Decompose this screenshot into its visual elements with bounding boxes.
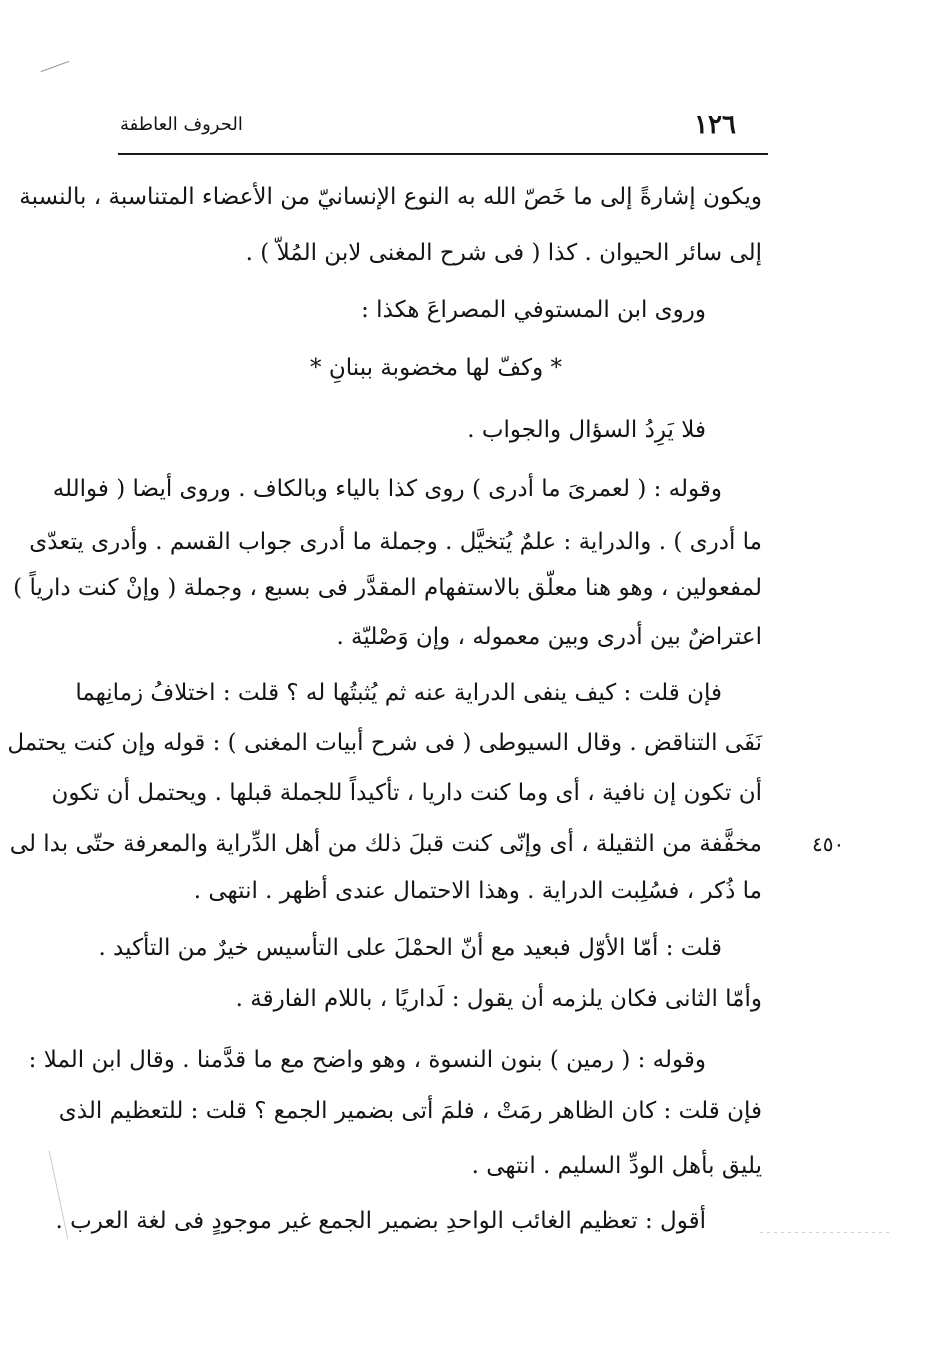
header-rule: [118, 153, 768, 155]
text-line: فإن قلت : كان الظاهر رمَتْ ، فلمَ أتى بضمير الجمع ؟ قلت : للتعظيم الذى: [58, 1098, 762, 1124]
text-line: قلت : أمّا الأوّل فبعيد مع أنّ الحمْلَ على التأسيس خيرٌ من التأكيد .: [98, 935, 722, 961]
text-line: فلا يَرِدُ السؤال والجواب .: [467, 417, 706, 443]
text-line: ما أدرى ) . والدراية : علمٌ يُتخيَّل . وجملة ما أدرى جواب القسم . وأدرى يتعدّى: [29, 529, 762, 555]
text-line: وقوله : ( لعمرىَ ما أدرى ) روى كذا بالياء وبالكاف . وروى أيضا ( فوالله: [52, 476, 722, 502]
running-head-title: الحروف العاطفة: [120, 114, 243, 135]
text-line: وروى ابن المستوفي المصراعَ هكذا :: [361, 297, 706, 323]
text-line: نَفَى التناقض . وقال السيوطى ( فى شرح أبيات المغنى ) : قوله وإن كنت يحتمل: [7, 730, 762, 756]
text-line: مخفَّفة من الثقيلة ، أى وإنّى كنت قبلَ ذلك من أهل الدِّراية والمعرفة حتّى بدا لى: [9, 831, 762, 857]
margin-line-number: ٤٥٠: [812, 832, 845, 856]
text-line: ما ذُكر ، فسُلِبت الدراية . وهذا الاحتمال عندى أظهر . انتهى .: [193, 878, 762, 904]
scan-speck: [760, 1232, 890, 1233]
text-line: لمفعولين ، وهو هنا معلّق بالاستفهام المقدَّر فى بسبع ، وجملة ( وإنْ كنت دارياً ): [13, 575, 762, 601]
text-line: إلى سائر الحيوان . كذا ( فى شرح المغنى لابن المُلاّ ) .: [245, 240, 762, 266]
page-number: ١٢٦: [694, 110, 736, 140]
text-line: أقول : تعظيم الغائب الواحدِ بضمير الجمع غير موجودٍ فى لغة العرب .: [55, 1208, 706, 1234]
text-line: يليق بأهل الودِّ السليم . انتهى .: [471, 1153, 762, 1179]
text-line: وقوله : ( رمين ) بنون النسوة ، وهو واضح مع ما قدَّمنا . وقال ابن الملا :: [28, 1047, 706, 1073]
text-line: أن تكون إن نافية ، أى وما كنت داريا ، تأكيداً للجملة قبلها . ويحتمل أن تكون: [51, 780, 762, 806]
scan-speck: [41, 61, 70, 72]
text-line: اعتراضٌ بين أدرى وبين معموله ، وإن وَصْليّة .: [336, 624, 762, 650]
text-line: ويكون إشارةً إلى ما خَصّ الله به النوع الإنسانيّ من الأعضاء المتناسبة ، بالنسبة: [19, 184, 762, 210]
text-line: فإن قلت : كيف ينفى الدراية عنه ثم يُثبتُها له ؟ قلت : اختلافُ زمانِهما: [75, 680, 722, 706]
text-line: وأمّا الثانى فكان يلزمه أن يقول : لَداريًا ، باللام الفارقة .: [235, 986, 762, 1012]
verse-line: * وكفّ لها مخضوبة ببنانِ *: [310, 355, 562, 381]
